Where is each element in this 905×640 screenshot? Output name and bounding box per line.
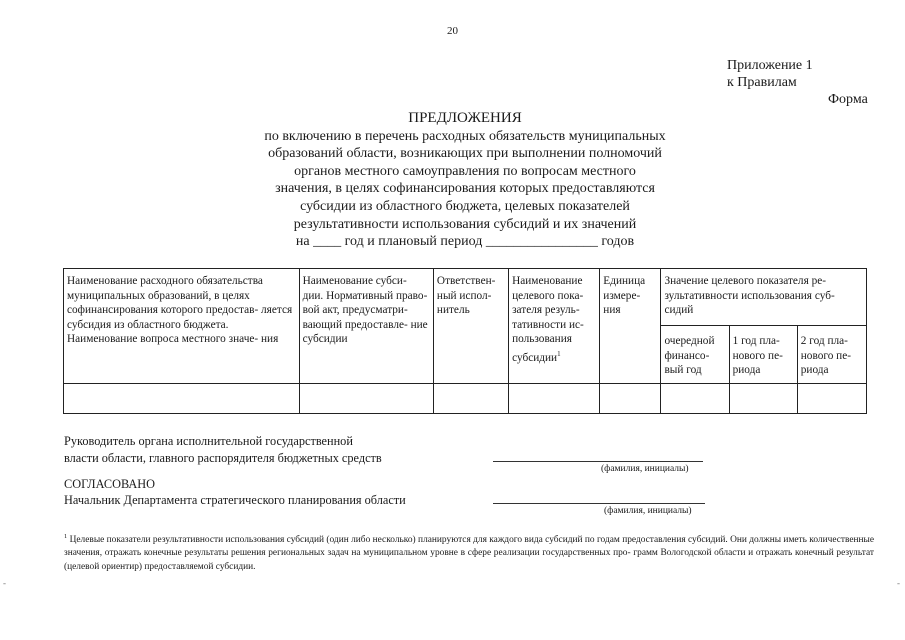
signature-line: [493, 503, 705, 504]
table-cell: [433, 384, 508, 414]
table-cell: [299, 384, 433, 414]
appendix-line-2: к Правилам: [727, 75, 797, 90]
header-unit: Единица измере- ния: [600, 269, 661, 384]
footnote-ref: 1: [557, 349, 561, 358]
title-line: по включению в перечень расходных обязательств муниципальных: [264, 128, 666, 144]
table-cell: [797, 384, 866, 414]
agreed-label: СОГЛАСОВАНО: [64, 477, 156, 491]
table-cell: [600, 384, 661, 414]
footnote-mark: 1: [64, 533, 68, 540]
signature-caption: (фамилия, инициалы): [601, 464, 689, 474]
appendix-line-1: Приложение 1: [727, 58, 813, 73]
department-head-title: Начальник Департамента стратегического планирования области: [64, 493, 406, 507]
title-line: результативности использования субсидий и их значений: [293, 216, 637, 232]
header-expense-obligation: Наименование расходного обязательства муниципальных образований, в целях софинансирования которого предостав- ляется субсидия из областного бюджета. Наименование вопроса местного значе- ния: [64, 269, 300, 384]
indicator-name-text: Наименование целевого пока- зателя резуль- тативности ис- пользования субсидии: [512, 275, 584, 364]
signature-line: [493, 461, 703, 462]
title-line: органов местного самоуправления по вопросам местного: [294, 163, 636, 179]
footnote: [64, 530, 874, 574]
page-number: 20: [447, 25, 458, 37]
appendix-reference: [727, 57, 813, 91]
header-indicator-value: Значение целевого показателя ре- зультативности использования суб- сидий: [661, 269, 867, 326]
title-line: на ____ год и плановый период ________________ годов: [295, 234, 635, 250]
table-cell: [64, 384, 300, 414]
header-subsidy-name: Наименование субси- дии. Нормативный право- вой акт, предусматри- вающий предоставле- ние субсидии: [299, 269, 433, 384]
header-plan-year-2: 2 год пла- нового пе- риода: [797, 326, 866, 384]
title-line: субсидии из областного бюджета, целевых показателей: [300, 198, 630, 214]
form-label: Форма: [828, 92, 868, 107]
table-row: [64, 384, 867, 414]
head-title-line-2: власти области, главного распорядителя бюджетных средств: [64, 450, 382, 465]
head-title-line-1: Руководитель органа исполнительной государственной: [64, 434, 353, 448]
footnote-text: Целевые показатели результативности использования субсидий (один либо несколько) планируются для каждого вида субсидий по годам предоставления субсидий. Они должны иметь количественные значения, отражать конечные результаты решения региональных задач на муниципальном уровне в сфере реализации государственных про- грамм Вологодской области и отражать конечный результат (целевой ориентир) предоставляемой субсидии.: [64, 535, 875, 572]
proposals-table: [63, 268, 867, 414]
table-cell: [661, 384, 729, 414]
header-responsible-executor: Ответствен- ный испол- нитель: [433, 269, 508, 384]
header-next-fiscal-year: очередной финансо- вый год: [661, 326, 729, 384]
title-line: значения, в целях софинансирования которых предоставляются: [275, 181, 655, 197]
title-heading: ПРЕДЛОЖЕНИЯ: [408, 110, 522, 126]
left-edge-mark: -: [3, 578, 6, 588]
head-signature-block: [64, 433, 382, 466]
table-cell: [509, 384, 600, 414]
table-cell: [729, 384, 797, 414]
title-line: образований области, возникающих при выполнении полномочий: [268, 146, 662, 162]
header-indicator-name: [509, 269, 600, 384]
header-plan-year-1: 1 год пла- нового пе- риода: [729, 326, 797, 384]
right-edge-mark: -: [897, 578, 900, 588]
document-title: [200, 110, 730, 251]
signature-caption: (фамилия, инициалы): [604, 506, 692, 516]
